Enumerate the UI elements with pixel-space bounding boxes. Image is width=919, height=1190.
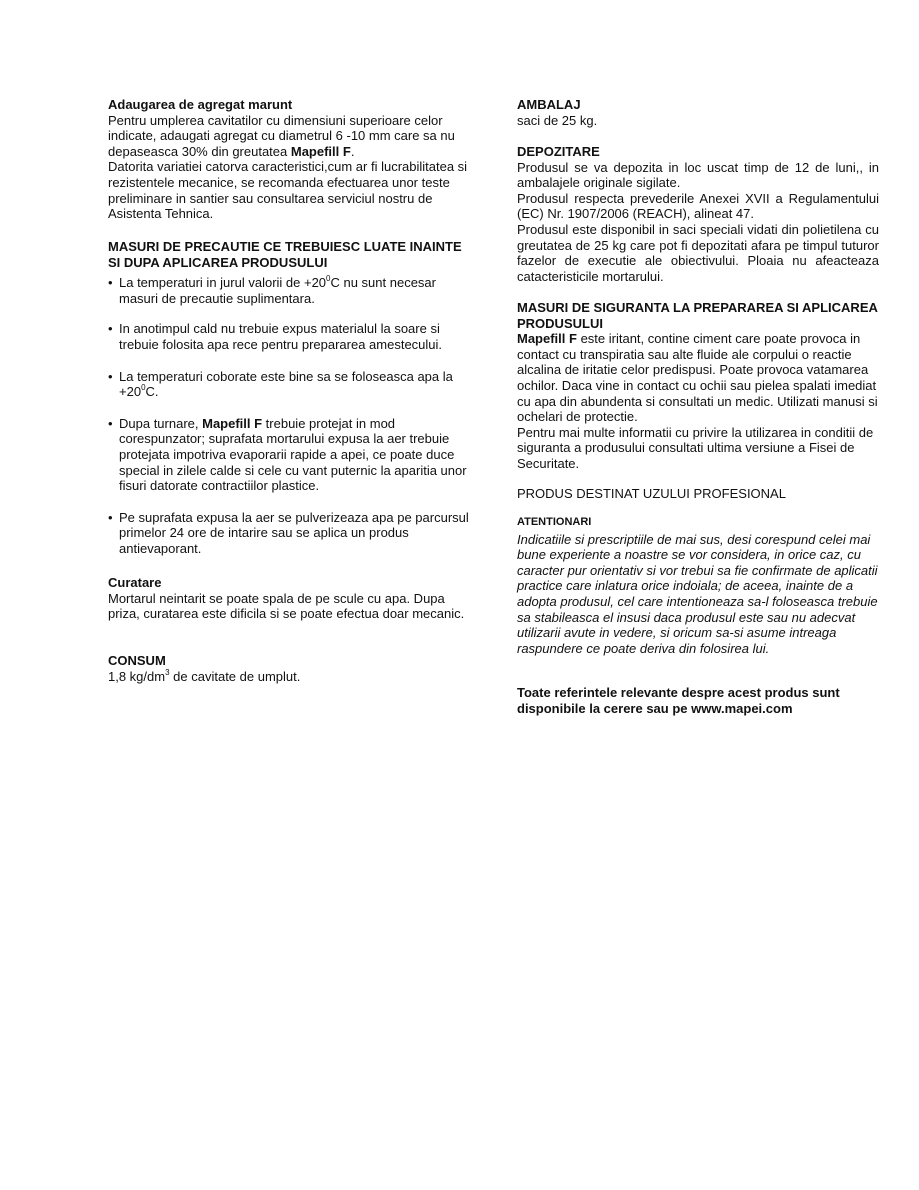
section-title: AMBALAJ xyxy=(517,97,581,112)
paragraph: Pentru mai multe informatii cu privire la utilizarea in conditii de siguranta a produsului consultati ultima versiune a Fisei de Securitate. xyxy=(517,424,874,471)
paragraph: Produsul este disponibil in saci speciali vidati din polietilena cu greutatea de 25 kg care pot fi depozitati afara pe timpul tuturor fazelor de executie ale obiectivului. Ploaia nu afeacteaza catacteristicile mortarului. xyxy=(517,221,879,284)
bullet-item xyxy=(108,369,470,400)
section-consum xyxy=(108,653,470,684)
bullet-item xyxy=(108,510,470,557)
text: C nu sunt necesar masuri de precautie suplimentara. xyxy=(119,275,436,306)
superscript: 3 xyxy=(165,667,170,677)
section-title: Adaugarea de agregat marunt xyxy=(108,97,293,112)
section-precautie xyxy=(108,239,470,557)
section-depozitare xyxy=(517,144,879,284)
section-title: MASURI DE PRECAUTIE CE TREBUIESC LUATE INAINTE SI DUPA APLICAREA PRODUSULUI xyxy=(108,239,462,270)
text: trebuie protejat in mod corespunzator; suprafata mortarului expusa la aer trebuie protejata impotriva evaporarii rapide a apei, ce poate duce special in zilele calde si cele cu vant puternic la aparitia unor fisuri datorate contractiilor plastice. xyxy=(119,415,467,494)
text: La temperaturi in jurul valorii de +20 xyxy=(119,275,327,291)
paragraph: Produsul se va depozita in loc uscat timp de 12 de luni,, in ambalajele originale sigilate. xyxy=(517,159,879,191)
paragraph: saci de 25 kg. xyxy=(517,112,598,128)
bullet-item xyxy=(108,416,470,494)
paragraph xyxy=(108,113,470,160)
text: In anotimpul cald nu trebuie expus materialul la soare si trebuie folosita apa rece pentru prepararea amestecului. xyxy=(119,321,443,352)
text: este iritant, contine ciment care poate provoca in contact cu transpiratia sau alte fluide ale corpului o reactie alcalina de iritatie celor predispusi. Poate provoca vatamarea ochilor. Daca vine in contact cu ochii sau pielea spalati imediat cu apa din abundenta si consultati un medic. Utilizati manusi si ochelari de protectie. xyxy=(517,331,878,425)
product-name: Mapefill F xyxy=(202,415,263,431)
disclaimer-text: Indicatiile si prescriptiile de mai sus, desi corespund celei mai bune experiente a noastre se vor considera, in orice caz, cu caracter pur orientativ si vor trebui sa fie confirmate de aplicatii practice care inlatura orice indoiala; de aceea, inainte de a adopta produsul, cel care intentioneaza sa-l foloseasca trebuie sa stabileasca el insusi daca produsul este sau nu adecvat utilizarii avute in vedere, si oricum sa-si asume intreaga raspundere ce poate deriva din folosirea lui. xyxy=(517,531,878,656)
superscript: 0 xyxy=(141,383,146,393)
superscript: 0 xyxy=(326,274,331,284)
bullet-item xyxy=(108,321,470,352)
paragraph: Datorita variatiei catorva caracteristici,cum ar fi lucrabilitatea si rezistentele mecanice, se recomanda efectuarea unor teste preliminare in santier sau consultarea serviciul nostru de Asistenta Tehnica. xyxy=(108,159,468,222)
text: 1,8 kg/dm xyxy=(108,668,166,684)
text: Pe suprafata expusa la aer se pulverizeaza apa pe parcursul primelor 24 ore de intarire sau se aplica un produs antievaporant. xyxy=(119,509,469,556)
section-title: MASURI DE SIGURANTA LA PREPARAREA SI APLICAREA PRODUSULUI xyxy=(517,300,878,331)
section-curatare xyxy=(108,575,470,622)
section-siguranta xyxy=(517,300,879,472)
section-atentionari xyxy=(517,515,879,656)
text: Dupa turnare, xyxy=(119,415,203,431)
bullet-icon: • xyxy=(108,368,113,384)
product-name: Mapefill F xyxy=(290,143,351,159)
paragraph xyxy=(517,331,879,425)
paragraph: Mortarul neintarit se poate spala de pe scule cu apa. Dupa priza, curatarea este dificila si se poate efectua doar mecanic. xyxy=(108,590,465,622)
professional-use-note: PRODUS DESTINAT UZULUI PROFESIONAL xyxy=(517,486,786,501)
section-title: DEPOZITARE xyxy=(517,144,600,159)
references-note: Toate referintele relevante despre acest produs sunt disponibile la cerere sau pe www.mapei.com xyxy=(517,685,840,716)
section-title: CONSUM xyxy=(108,653,166,668)
section-ambalaj xyxy=(517,97,879,128)
bullet-icon: • xyxy=(108,275,113,291)
text: de cavitate de umplut. xyxy=(169,668,301,684)
section-agregat xyxy=(108,97,470,222)
text: Pentru umplerea cavitatilor cu dimensiuni superioare celor indicate, adaugati agregat cu diametrul 6 -10 mm care sa nu depaseasca 30% din greutatea xyxy=(108,112,455,159)
paragraph: Produsul respecta prevederile Anexei XVII a Regulamentului (EC) Nr. 1907/2006 (REACH), alineat 47. xyxy=(517,190,879,222)
bullet-icon: • xyxy=(108,415,113,431)
text: C. xyxy=(145,384,159,400)
bullet-icon: • xyxy=(108,321,113,337)
bullet-item xyxy=(108,275,470,306)
paragraph xyxy=(108,669,470,685)
product-name: Mapefill F xyxy=(517,331,577,347)
section-title: Curatare xyxy=(108,575,162,590)
text: La temperaturi coborate este bine sa se foloseasca apa la +20 xyxy=(119,368,453,400)
bullet-icon: • xyxy=(108,509,113,525)
section-title: ATENTIONARI xyxy=(517,516,592,528)
text: . xyxy=(350,143,355,159)
